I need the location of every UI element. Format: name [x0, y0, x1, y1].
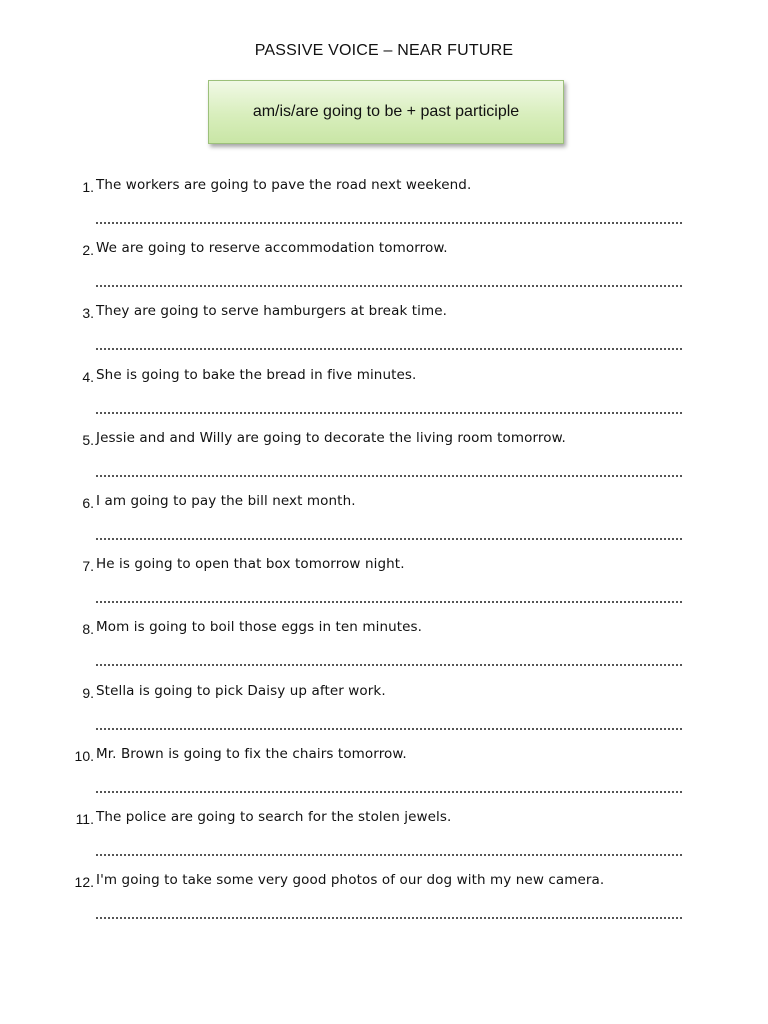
exercise-item — [0, 367, 768, 430]
exercise-item — [0, 303, 768, 366]
exercise-item — [0, 683, 768, 746]
exercise-item — [0, 619, 768, 682]
exercise-number: 11. — [75, 810, 94, 827]
exercise-item — [0, 493, 768, 556]
exercise-sentence: Jessie and and Willy are going to decorate the living room tomorrow. — [96, 429, 566, 446]
exercise-number: 6. — [82, 494, 94, 511]
exercise-number: 12. — [74, 874, 94, 891]
answer-input[interactable] — [96, 528, 682, 540]
exercise-sentence: The police are going to search for the stolen jewels. — [96, 808, 452, 825]
exercise-item — [0, 240, 768, 303]
exercise-sentence: The workers are going to pave the road next weekend. — [96, 177, 472, 193]
answer-input[interactable] — [96, 212, 682, 224]
exercise-list — [0, 177, 768, 935]
exercise-sentence: They are going to serve hamburgers at break time. — [96, 303, 448, 320]
exercise-number: 8. — [82, 621, 94, 638]
exercise-sentence: We are going to reserve accommodation tomorrow. — [96, 240, 448, 257]
answer-input[interactable] — [96, 275, 682, 287]
exercise-number: 9. — [82, 684, 94, 701]
exercise-number: 1. — [82, 179, 94, 195]
exercise-item — [0, 872, 768, 935]
exercise-item — [0, 809, 768, 872]
answer-input[interactable] — [96, 844, 682, 856]
exercise-sentence: She is going to bake the bread in five minutes. — [96, 366, 417, 383]
exercise-item — [0, 556, 768, 619]
exercise-item — [0, 430, 768, 493]
exercise-sentence: Mr. Brown is going to fix the chairs tomorrow. — [96, 745, 407, 762]
exercise-number: 3. — [82, 305, 94, 322]
exercise-sentence: Mom is going to boil those eggs in ten minutes. — [96, 619, 423, 636]
page-title: PASSIVE VOICE – NEAR FUTURE — [254, 42, 514, 59]
answer-input[interactable] — [96, 654, 682, 666]
exercise-sentence: I am going to pay the bill next month. — [96, 492, 356, 509]
answer-input[interactable] — [96, 718, 682, 730]
answer-input[interactable] — [96, 781, 682, 793]
exercise-number: 2. — [82, 242, 94, 259]
formula-text: am/is/are going to be + past participle — [252, 103, 520, 120]
exercise-item — [0, 177, 768, 240]
exercise-item — [0, 746, 768, 809]
answer-input[interactable] — [96, 907, 682, 919]
exercise-number: 5. — [82, 431, 94, 448]
exercise-number: 4. — [82, 368, 94, 385]
exercise-sentence: He is going to open that box tomorrow night. — [96, 556, 405, 573]
exercise-sentence: I'm going to take some very good photos of our dog with my new camera. — [96, 872, 605, 889]
exercise-sentence: Stella is going to pick Daisy up after work. — [96, 682, 386, 699]
formula-box — [208, 80, 564, 144]
answer-input[interactable] — [96, 338, 682, 350]
answer-input[interactable] — [96, 465, 682, 477]
exercise-number: 7. — [82, 558, 94, 575]
exercise-number: 10. — [74, 747, 94, 764]
answer-input[interactable] — [96, 591, 682, 603]
answer-input[interactable] — [96, 402, 682, 414]
